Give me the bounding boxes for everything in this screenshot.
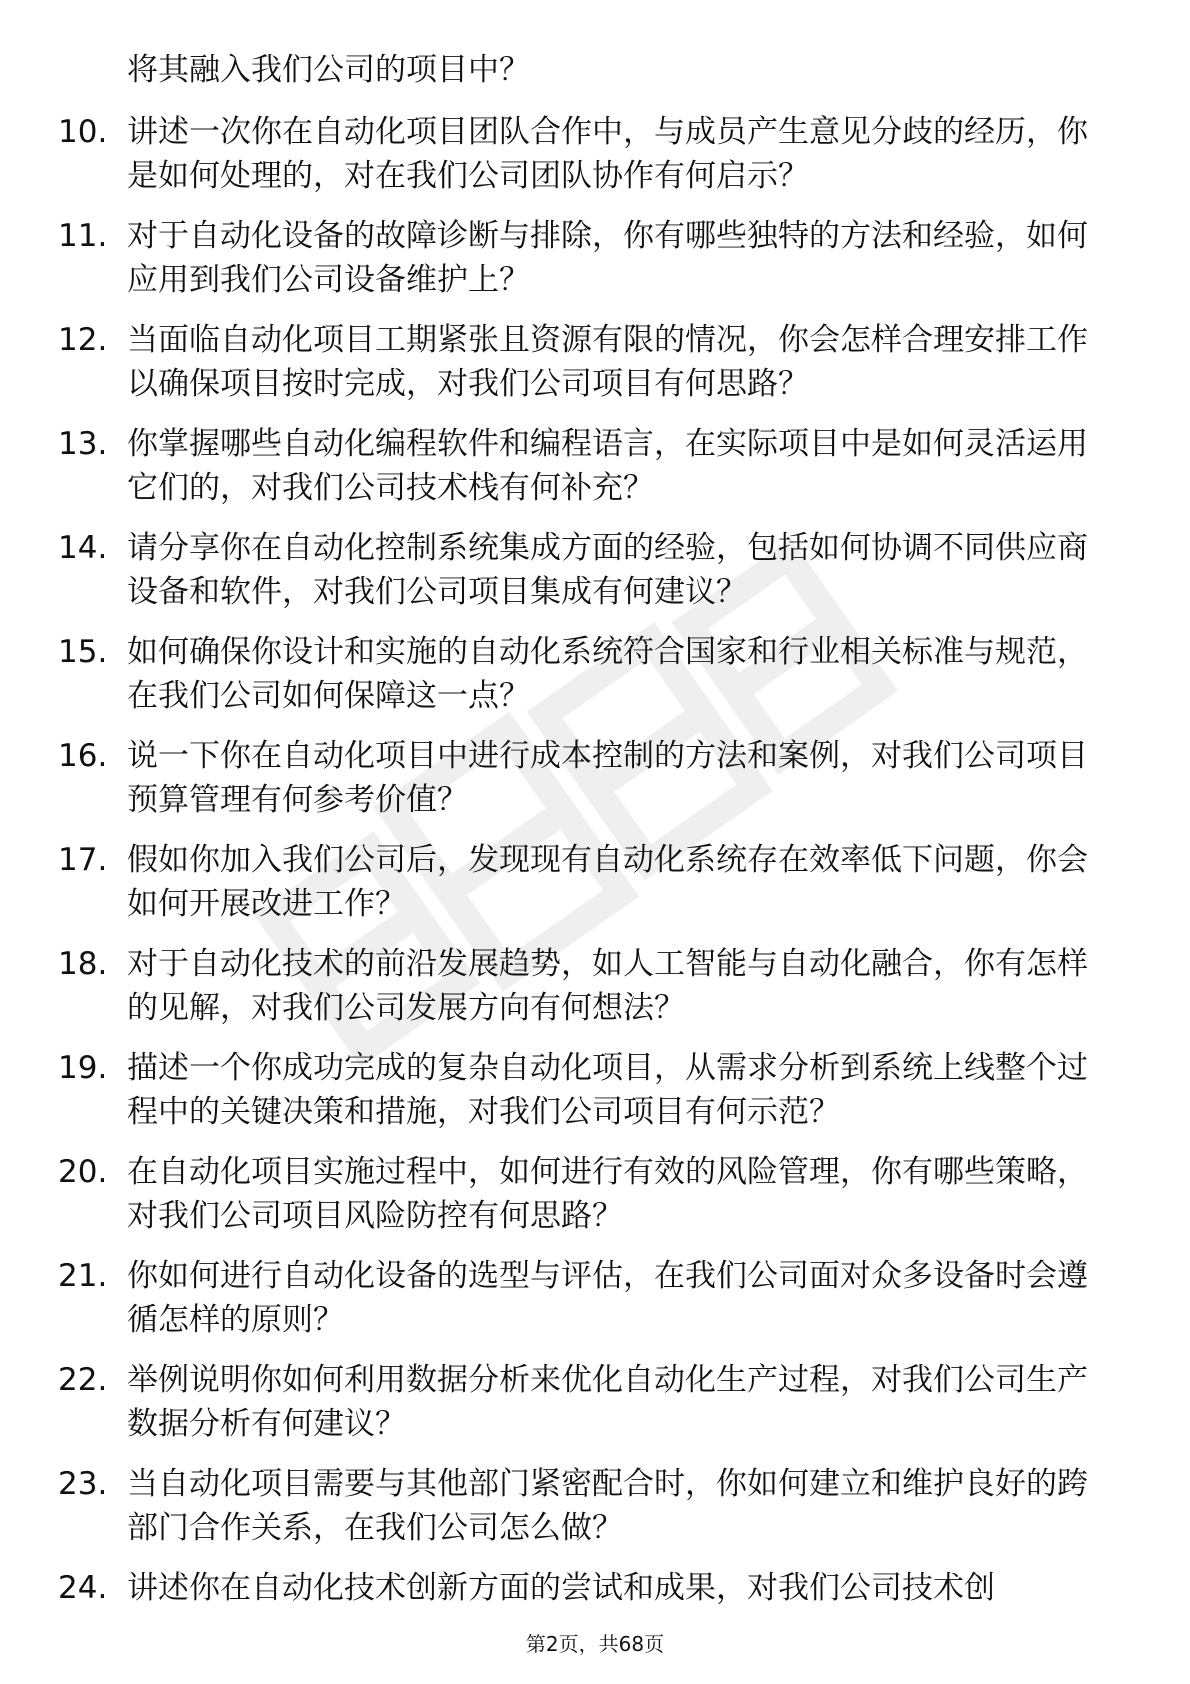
page-number-footer: 第2页，共68页 [525, 1632, 665, 1656]
list-item [0, 942, 1190, 1030]
question-text: 说一下你在自动化项目中进行成本控制的方法和案例，对我们公司项目预算管理有何参考价值？ [127, 738, 1088, 818]
question-text: 当面临自动化项目工期紧张且资源有限的情况，你会怎样合理安排工作以确保项目按时完成，对我们公司项目有何思路？ [127, 322, 1088, 402]
continued-question-text: 将其融入我们公司的项目中？ [127, 52, 530, 88]
question-number: 11. [58, 218, 108, 254]
question-number: 24. [58, 1570, 108, 1606]
list-item [0, 734, 1190, 822]
question-number: 17. [58, 842, 108, 878]
question-text: 举例说明你如何利用数据分析来优化自动化生产过程，对我们公司生产数据分析有何建议？ [127, 1362, 1088, 1442]
list-item [0, 1358, 1190, 1446]
question-number: 10. [58, 114, 108, 150]
question-number: 16. [58, 738, 108, 774]
question-number: 22. [58, 1362, 108, 1398]
list-item [0, 1150, 1190, 1238]
question-text: 讲述你在自动化技术创新方面的尝试和成果，对我们公司技术创 [127, 1570, 995, 1606]
question-number: 15. [58, 634, 108, 670]
question-number: 21. [58, 1258, 108, 1294]
list-item [0, 1046, 1190, 1134]
list-item [0, 214, 1190, 302]
page-content [0, 48, 1190, 1626]
list-item [0, 838, 1190, 926]
list-item [0, 1254, 1190, 1342]
question-text: 如何确保你设计和实施的自动化系统符合国家和行业相关标准与规范，在我们公司如何保障这一点？ [127, 634, 1088, 714]
question-number: 19. [58, 1050, 108, 1086]
question-number: 18. [58, 946, 108, 982]
list-item [0, 1462, 1190, 1550]
question-text: 你掌握哪些自动化编程软件和编程语言，在实际项目中是如何灵活运用它们的，对我们公司技术栈有何补充？ [127, 426, 1088, 506]
question-text: 讲述一次你在自动化项目团队合作中，与成员产生意见分歧的经历，你是如何处理的，对在我们公司团队协作有何启示？ [127, 114, 1088, 194]
question-text: 当自动化项目需要与其他部门紧密配合时，你如何建立和维护良好的跨部门合作关系，在我们公司怎么做？ [127, 1466, 1088, 1546]
question-list [0, 110, 1190, 1610]
question-number: 12. [58, 322, 108, 358]
question-text: 对于自动化技术的前沿发展趋势，如人工智能与自动化融合，你有怎样的见解，对我们公司发展方向有何想法？ [127, 946, 1088, 1026]
question-text: 你如何进行自动化设备的选型与评估，在我们公司面对众多设备时会遵循怎样的原则？ [127, 1258, 1088, 1338]
list-item [0, 318, 1190, 406]
question-text: 描述一个你成功完成的复杂自动化项目，从需求分析到系统上线整个过程中的关键决策和措施，对我们公司项目有何示范？ [127, 1050, 1088, 1130]
question-text: 对于自动化设备的故障诊断与排除，你有哪些独特的方法和经验，如何应用到我们公司设备维护上？ [127, 218, 1088, 298]
question-number: 23. [58, 1466, 108, 1502]
question-text: 假如你加入我们公司后，发现现有自动化系统存在效率低下问题，你会如何开展改进工作？ [127, 842, 1088, 922]
question-number: 13. [58, 426, 108, 462]
question-number: 20. [58, 1154, 108, 1190]
list-item [0, 1566, 1190, 1610]
list-item [0, 526, 1190, 614]
list-item [0, 422, 1190, 510]
question-text: 请分享你在自动化控制系统集成方面的经验，包括如何协调不同供应商设备和软件，对我们公司项目集成有何建议？ [127, 530, 1088, 610]
list-item [0, 630, 1190, 718]
list-item [0, 110, 1190, 198]
question-number: 14. [58, 530, 108, 566]
question-text: 在自动化项目实施过程中，如何进行有效的风险管理，你有哪些策略，对我们公司项目风险防控有何思路？ [127, 1154, 1088, 1234]
